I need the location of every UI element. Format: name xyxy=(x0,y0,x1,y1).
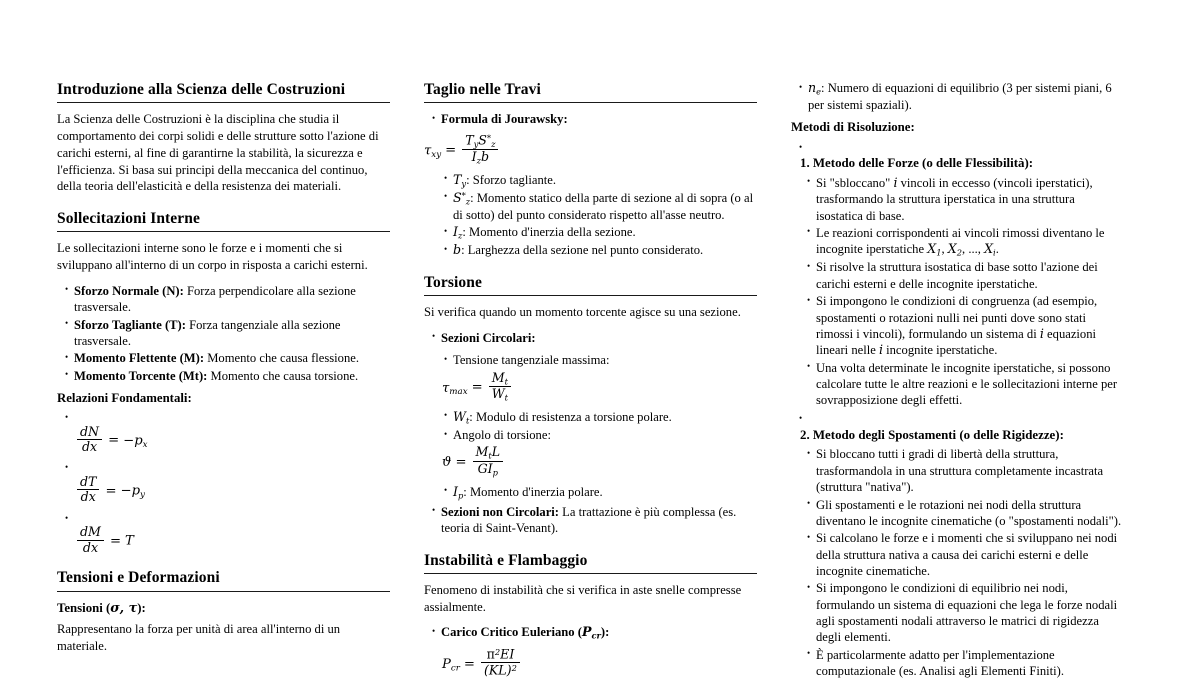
equals-sign: = xyxy=(109,533,122,549)
symbol-Sz: $S^*_z$ xyxy=(453,189,471,207)
method-1-bullet xyxy=(791,140,1123,149)
relazioni-fondamentali-subhead: Relazioni Fondamentali: xyxy=(57,391,192,406)
section-heading-tensioni: Tensioni e Deformazioni xyxy=(57,569,220,587)
list-item xyxy=(444,242,757,258)
fraction-denominator: dx xyxy=(80,489,96,505)
list-item-term: Sforzo Normale (N): xyxy=(74,283,184,298)
formula-lhs: τ xyxy=(424,143,432,159)
list-item: • Si calcolano le forze e i momenti che si sviluppano nei nodi della struttura nativa a causa dei carichi esterni e delle incognite cinematiche. xyxy=(807,530,1123,579)
fraction xyxy=(77,423,102,455)
fraction xyxy=(481,648,520,678)
fraction xyxy=(77,473,99,505)
fraction-numerator: dT xyxy=(77,476,99,491)
formula-lhs: ϑ xyxy=(442,455,452,471)
formula-dt-dx xyxy=(75,473,390,505)
section-instabilita-flambaggio xyxy=(424,551,757,678)
symbol-Pcr: $P_{cr}$ xyxy=(581,624,601,641)
list-item xyxy=(432,330,757,346)
list-item-term: Sezioni non Circolari: xyxy=(441,504,560,519)
formula-tau-max xyxy=(442,369,757,403)
equals-sign: = xyxy=(455,455,467,471)
list-item xyxy=(432,504,757,537)
fraction xyxy=(473,446,504,476)
section-heading-introduzione: Introduzione alla Scienza delle Costruzioni xyxy=(57,81,346,98)
list-item xyxy=(65,317,390,350)
symbol-i: i xyxy=(878,342,883,358)
list-item: • Gli spostamenti e le rotazioni nei nodi della struttura diventano le incognite cinematiche (o "spostamenti nodali"). xyxy=(807,497,1123,530)
list-item xyxy=(65,350,390,366)
list-item: • È particolarmente adatto per l'implementazione computazionale (es. Analisi agli Elementi Finiti). xyxy=(807,647,1123,680)
equals-sign: = xyxy=(108,433,120,449)
list-item-term: Momento Torcente (Mt): xyxy=(74,368,208,383)
heading-rule xyxy=(57,591,390,592)
formula-rhs-subscript: x xyxy=(142,439,148,450)
list-item-text: Forza tangenziale alla sezione trasversale. xyxy=(74,317,341,348)
heading-rule xyxy=(424,102,757,103)
formula-lhs-subscript: max xyxy=(449,386,468,397)
carico-critico-list xyxy=(424,624,757,641)
section-heading-torsione: Torsione xyxy=(424,273,482,291)
fraction-denominator: $I_zb$ xyxy=(471,149,490,166)
column-3 xyxy=(791,80,1123,682)
heading-rule xyxy=(424,573,757,574)
list-item xyxy=(432,111,757,127)
list-item xyxy=(444,409,757,426)
symbol-X2: $X_2$ xyxy=(947,241,963,258)
fraction xyxy=(489,369,511,403)
formula-rhs: −p xyxy=(123,433,143,449)
list-item-text: Angolo di torsione: xyxy=(453,428,551,443)
list-item xyxy=(444,352,757,368)
symbol-i: i xyxy=(1039,325,1044,341)
equals-sign: = xyxy=(463,656,475,672)
metodi-risoluzione-subhead: Metodi di Risoluzione: xyxy=(791,120,915,135)
fraction-numerator: $T_yS^*_z$ xyxy=(462,134,498,150)
relazioni-formula-list xyxy=(57,411,390,420)
list-item: • Si bloccano tutti i gradi di libertà della struttura, trasformandola in una struttura completamente incastrata (struttura "nativa"). xyxy=(807,446,1123,495)
equals-sign: = xyxy=(445,143,457,159)
fraction-denominator: (KL)$^2$ xyxy=(483,662,517,678)
list-item xyxy=(444,190,757,223)
list-item-text: : Momento d'inerzia polare. xyxy=(463,484,603,499)
method-1-steps xyxy=(791,175,1123,409)
list-item-term: Sforzo Tagliante (T): xyxy=(74,317,186,332)
heading-rule xyxy=(57,102,390,103)
list-item-text: : Larghezza della sezione nel punto considerato. xyxy=(461,243,704,258)
formula-dn-dx xyxy=(75,423,390,455)
method-2-bullet xyxy=(791,412,1123,421)
list-item xyxy=(444,484,757,501)
list-item: • Si risolve la struttura isostatica di base sotto l'azione dei carichi esterni e delle incognite iperstatiche. xyxy=(807,259,1123,292)
formula-jourawsky xyxy=(424,134,757,165)
fraction-numerator: $\pi^2EI$ xyxy=(481,648,520,663)
symbol-Ip: $I_p$ xyxy=(453,483,464,501)
symbol-Iz: $I_z$ xyxy=(453,224,463,241)
three-column-layout xyxy=(57,80,1139,691)
list-item: • Le reazioni corrispondenti ai vincoli rimossi diventano le incognite iperstatiche $X_1$, $X_2$, ..., $X_i$. xyxy=(807,225,1123,258)
formula-lhs: τ xyxy=(442,380,450,396)
sezioni-non-circolari-list xyxy=(424,504,757,537)
equals-sign: = xyxy=(105,483,117,499)
symbol-Wt: $W_t$ xyxy=(453,408,470,426)
list-item: • Una volta determinate le incognite iperstatiche, si possono calcolare tutte le altre reazioni e le sollecitazioni interne per sovrapposizione degli effetti. xyxy=(807,360,1123,409)
section-sollecitazioni-interne xyxy=(57,209,390,554)
symbol-Xi: $X_i$ xyxy=(984,241,996,258)
formula-dm-dx xyxy=(75,526,390,554)
sollecitazioni-paragraph: Le sollecitazioni interne sono le forze e i momenti che si sviluppano all'interno di un corpo in risposta a carichi esterni. xyxy=(57,241,368,273)
list-item-term: Momento Flettente (M): xyxy=(74,351,205,366)
fraction xyxy=(77,526,104,554)
list-item xyxy=(444,224,757,241)
section-introduzione xyxy=(57,80,390,195)
list-item-text: Momento che causa torsione. xyxy=(210,368,359,383)
tensioni-subhead xyxy=(57,600,390,618)
sollecitazioni-list xyxy=(57,283,390,384)
list-item-text: : Momento statico della parte di sezione al di sopra (o al di sotto) del punto considerato rispetto all'asse neutro. xyxy=(453,190,754,222)
relazioni-formula-list xyxy=(57,461,390,470)
fraction-numerator: dM xyxy=(77,526,104,541)
method-2-steps xyxy=(791,446,1123,679)
tensioni-subhead-suffix: ): xyxy=(137,600,146,615)
empty-bullet-marker xyxy=(65,511,390,520)
section-taglio-nelle-travi xyxy=(424,80,757,259)
intro-paragraph: La Scienza delle Costruzioni è la disciplina che studia il comportamento dei corpi solidi e delle strutture sotto l'azione di carichi esterni, al fine di garantirne la stabilità, la sicurezza e l'efficienza. Si basa sui principi della meccanica del continuo, della teoria dell'elasticità e della resistenza dei materiali. xyxy=(57,112,379,194)
formula-lhs-subscript: xy xyxy=(431,149,442,160)
list-item xyxy=(65,283,390,316)
empty-bullet-marker xyxy=(65,461,390,470)
list-item-text: : Sforzo tagliante. xyxy=(466,172,556,187)
list-item xyxy=(444,172,757,189)
heading-rule xyxy=(424,295,757,296)
list-item-text: : Modulo di resistenza a torsione polare. xyxy=(469,409,672,424)
list-item xyxy=(65,368,390,384)
formula-angolo-torsione xyxy=(442,446,757,476)
fraction-denominator: $W_t$ xyxy=(491,386,509,403)
column-1 xyxy=(57,80,390,669)
sezioni-circolari-term: Sezioni Circolari: xyxy=(441,330,536,345)
list-item xyxy=(444,427,757,443)
section-heading-sollecitazioni: Sollecitazioni Interne xyxy=(57,210,200,228)
jourawsky-term: Formula di Jourawsky: xyxy=(441,112,568,127)
fraction-denominator: dx xyxy=(82,539,99,555)
tensioni-symbols: σ, τ xyxy=(110,600,138,616)
list-item xyxy=(432,624,757,641)
list-item-text: Tensione tangenziale massima: xyxy=(453,353,610,368)
term-suffix: ): xyxy=(600,625,610,640)
carico-critico-term xyxy=(441,625,609,639)
jourawsky-list xyxy=(424,111,757,127)
symbol-b: b xyxy=(453,242,462,258)
list-item-text: : Momento d'inerzia della sezione. xyxy=(462,225,636,240)
ip-list xyxy=(424,484,757,501)
wt-list xyxy=(424,409,757,443)
fraction-numerator: $M_t$ xyxy=(489,372,511,388)
fraction-denominator: $GI_p$ xyxy=(477,461,498,478)
tensioni-paragraph: Rappresentano la forza per unità di area all'interno di un materiale. xyxy=(57,622,341,653)
empty-bullet-marker xyxy=(799,412,1123,421)
list-item-text: La trattazione è più complessa (es. teoria di Saint-Venant). xyxy=(441,504,737,536)
term-prefix: Carico Critico Euleriano ( xyxy=(441,625,582,640)
relazioni-formula-list xyxy=(57,511,390,520)
list-item-text: : Numero di equazioni di equilibrio (3 per sistemi piani, 6 per sistemi spaziali). xyxy=(808,81,1112,113)
fraction-numerator: dN xyxy=(77,426,102,441)
formula-lhs-subscript: cr xyxy=(450,663,460,674)
tensione-max-list xyxy=(424,352,757,368)
symbol-Ty: $T_y$ xyxy=(453,171,467,189)
fraction xyxy=(462,134,498,165)
formula-rhs: T xyxy=(125,533,134,549)
ne-definition-list xyxy=(791,80,1123,113)
list-item-text: Momento che causa flessione. xyxy=(207,351,360,366)
formula-rhs-subscript: y xyxy=(140,490,145,501)
equals-sign: = xyxy=(471,380,483,396)
symbol-X1: $X_1$ xyxy=(927,241,942,258)
torsione-paragraph: Si verifica quando un momento torcente agisce su una sezione. xyxy=(424,305,741,320)
column-2 xyxy=(424,80,757,691)
empty-bullet-marker xyxy=(65,411,390,420)
symbol-i: i xyxy=(893,174,898,190)
section-tensioni-deformazioni xyxy=(57,568,390,654)
method-2-title: 2. Metodo degli Spostamenti (o delle Rigidezze): xyxy=(800,427,1064,442)
sezioni-circolari-list xyxy=(424,330,757,346)
jourawsky-symbol-list xyxy=(424,172,757,259)
formula-carico-critico xyxy=(442,648,757,678)
list-item-text: Forza perpendicolare alla sezione trasversale. xyxy=(74,283,356,315)
instabilita-paragraph: Fenomeno di instabilità che si verifica in aste snelle compresse assialmente. xyxy=(424,582,742,614)
list-item: • Si impongono le condizioni di congruenza (ad esempio, spostamenti o rotazioni nulli nei punti dove sono stati rimossi i vincoli), formulando un sistema di i equazioni lineari nelle i incognite iperstatiche. xyxy=(807,293,1123,358)
section-heading-instabilita: Instabilità e Flambaggio xyxy=(424,551,588,569)
section-heading-taglio: Taglio nelle Travi xyxy=(424,81,541,98)
method-1-title: 1. Metodo delle Forze (o delle Flessibilità): xyxy=(800,156,1034,171)
empty-bullet-marker xyxy=(799,140,1123,149)
list-item xyxy=(799,80,1123,113)
tensioni-subhead-prefix: Tensioni ( xyxy=(57,600,111,615)
formula-lhs: P xyxy=(442,656,451,672)
fraction-denominator: dx xyxy=(81,439,98,455)
list-item: • Si impongono le condizioni di equilibrio nei nodi, formulando un sistema di equazioni che lega le forze nodali agli spostamenti nodali attraverso le matrici di rigidezza degli elementi. xyxy=(807,580,1123,645)
list-item: • Si "sbloccano" i vincoli in eccesso (vincoli iperstatici), trasformando la struttura iperstatica in una struttura isostatica di base. xyxy=(807,175,1123,224)
formula-rhs: −p xyxy=(120,483,141,499)
symbol-ne: $n_e$ xyxy=(808,80,822,97)
fraction-numerator: $M_tL$ xyxy=(473,446,504,462)
section-torsione xyxy=(424,273,757,537)
heading-rule xyxy=(57,231,390,232)
